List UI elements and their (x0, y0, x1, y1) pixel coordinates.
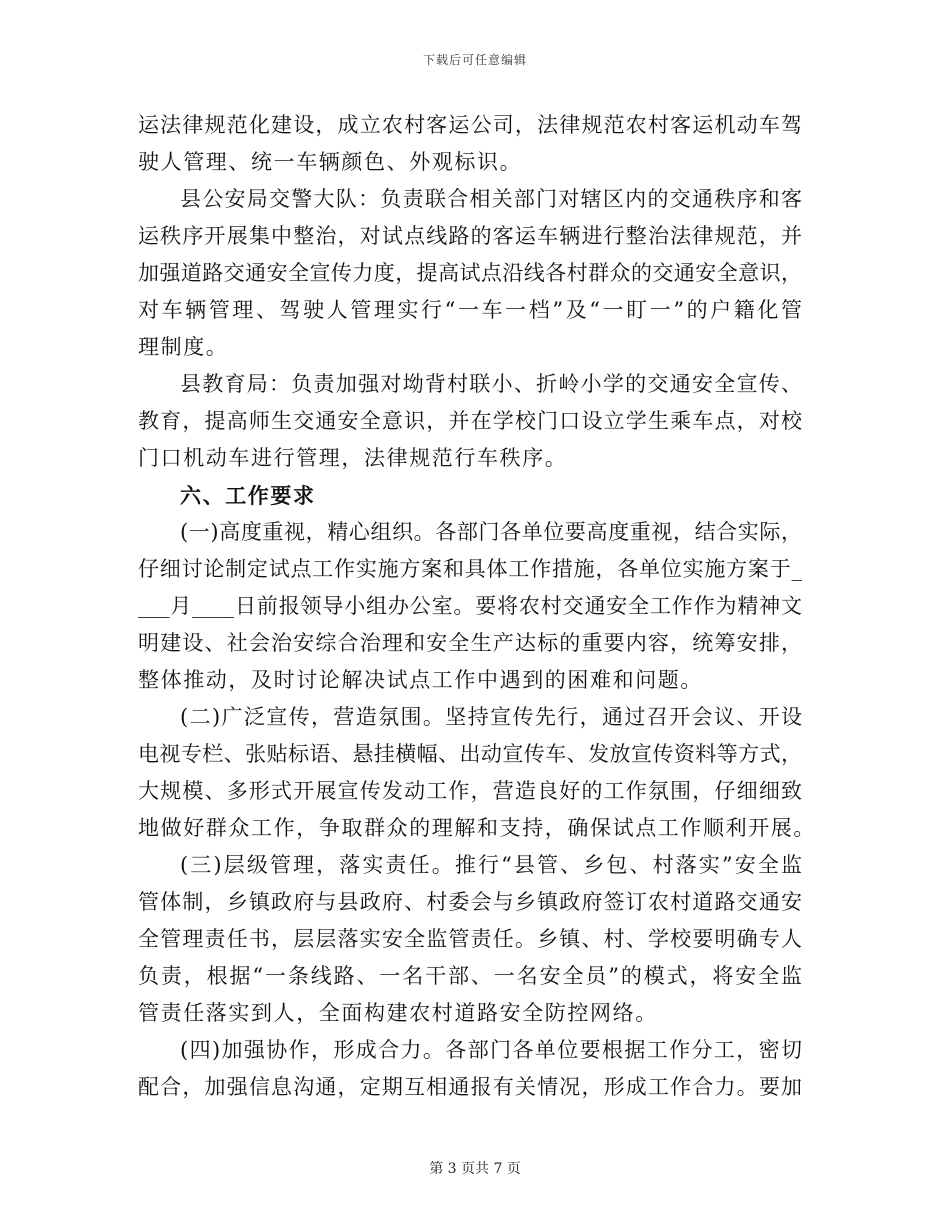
text-line: 整体推动，及时讨论解决试点工作中遇到的困难和问题。 (138, 668, 703, 692)
paragraph-first-line: 县教育局：负责加强对坳背村联小、折岭小学的交通安全宣传、 (180, 372, 802, 396)
document-body (138, 107, 816, 1106)
text-line: 门口机动车进行管理，法律规范行车秩序。 (138, 446, 568, 470)
page-footer: 第 3 页共 7 页 (429, 1161, 521, 1177)
text-line: ___月____日前报领导小组办公室。要将农村交通安全工作作为精神文 (138, 594, 802, 618)
text-line: 管责任落实到人，全面构建农村道路安全防控网络。 (138, 1001, 658, 1025)
text-line: 运法律规范化建设，成立农村客运公司，法律规范农村客运机动车驾 (138, 113, 802, 137)
page-header: 下载后可任意编辑 (422, 53, 527, 67)
paragraph-first-line: (二)广泛宣传，营造氛围。坚持宣传先行，通过召开会议、开设 (180, 705, 802, 729)
text-line: 运秩序开展集中整治，对试点线路的客运车辆进行整治法律规范，并 (138, 224, 802, 248)
text-line: 地做好群众工作，争取群众的理解和支持，确保试点工作顺利开展。 (138, 816, 816, 840)
text-line: 加强道路交通安全宣传力度，提高试点沿线各村群众的交通安全意识， (138, 261, 802, 285)
text-line: 教育，提高师生交通安全意识，并在学校门口设立学生乘车点，对校 (138, 409, 802, 433)
text-line: 配合，加强信息沟通，定期互相通报有关情况，形成工作合力。要加 (138, 1075, 802, 1099)
paragraph-first-line: (三)层级管理，落实责任。推行“县管、乡包、村落实”安全监 (180, 853, 802, 877)
text-line: 仔细讨论制定试点工作实施方案和具体工作措施，各单位实施方案于_ (138, 557, 802, 581)
text-line: 电视专栏、张贴标语、悬挂横幅、出动宣传车、发放宣传资料等方式， (138, 742, 802, 766)
paragraph-first-line: (一)高度重视，精心组织。各部门各单位要高度重视，结合实际， (180, 520, 802, 544)
text-line: 对车辆管理、驾驶人管理实行“一车一档”及“一盯一”的户籍化管 (138, 298, 802, 322)
text-line: 管体制，乡镇政府与县政府、村委会与乡镇政府签订农村道路交通安 (138, 890, 802, 914)
paragraph-first-line: (四)加强协作，形成合力。各部门各单位要根据工作分工，密切 (180, 1038, 802, 1062)
text-line: 负责，根据“一条线路、一名干部、一名安全员”的模式，将安全监 (138, 964, 802, 988)
section-heading: 六、工作要求 (180, 483, 316, 508)
text-line: 明建设、社会治安综合治理和安全生产达标的重要内容，统筹安排， (138, 631, 802, 655)
paragraph-first-line: 县公安局交警大队：负责联合相关部门对辖区内的交通秩序和客 (180, 187, 802, 211)
text-line: 理制度。 (138, 335, 229, 359)
text-line: 全管理责任书，层层落实安全监管责任。乡镇、村、学校要明确专人 (138, 927, 802, 951)
text-line: 大规模、多形式开展宣传发动工作，营造良好的工作氛围，仔细细致 (138, 779, 802, 803)
text-line: 驶人管理、统一车辆颜色、外观标识。 (138, 150, 523, 174)
